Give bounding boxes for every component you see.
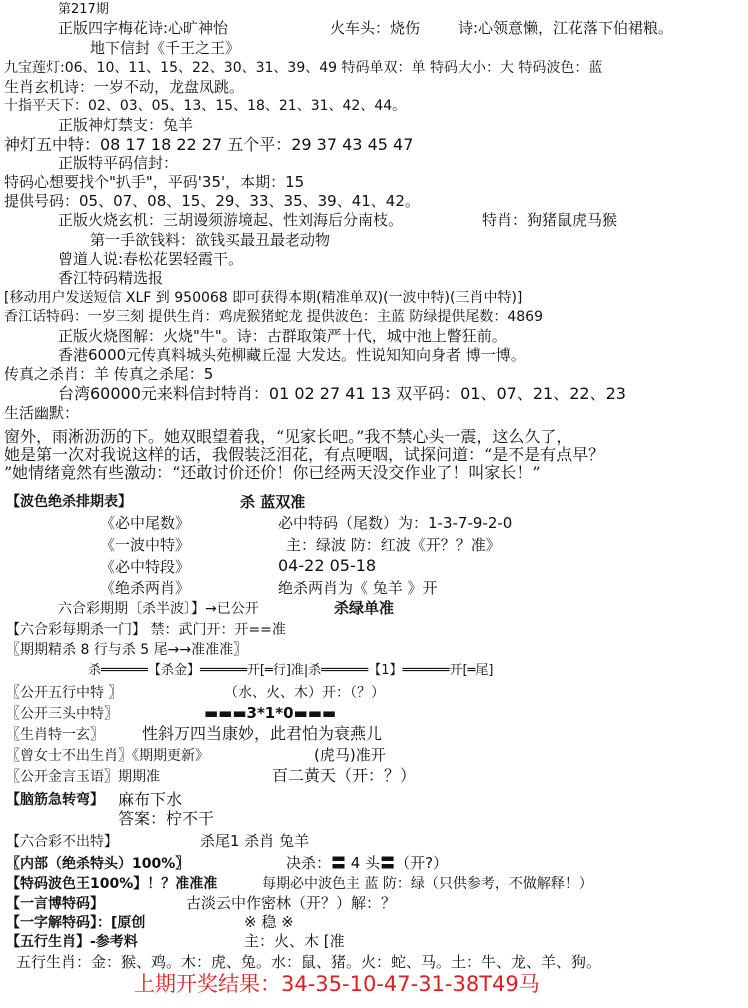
golden-words-value: 百二黄天（开：？） xyxy=(272,766,417,785)
train-head: 火车头：烧伤 xyxy=(330,19,421,37)
wave-kill-title: 【波色绝杀排期表】 xyxy=(6,494,132,510)
taiwan-letter: 台湾60000元来料信封特肖：01 02 27 41 13 双平码：01、07、21、22、23 xyxy=(58,384,626,403)
wave-king-label: 【特码波色王100%】！？准准准 xyxy=(6,876,218,892)
two-zodiac-label: 《绝杀两肖》 xyxy=(100,579,191,597)
fire-picture-explain: 正版火烧图解：火烧"牛"。诗：古群取策严十代，城中池上瞥狂前。 xyxy=(58,327,507,345)
two-zodiac-value: 绝杀两肖为《 兔羊 》开 xyxy=(278,579,438,597)
humor-line-2: 她是第一次对我说这样的话，我假装泛泪花，有点哽咽，试探问道：“是不是有点早？ xyxy=(4,445,605,464)
riddle-label: 【脑筋急转弯】 xyxy=(6,792,104,808)
zeng-daoren-says: 曾道人说:春松花罢轻霞干。 xyxy=(58,250,244,268)
kill-one-door: 【六合彩每期杀一门】 禁：武门开：开==准 xyxy=(6,622,286,638)
segment-value: 04-22 05-18 xyxy=(278,556,377,575)
five-elements-value: （水、火、木）开：（？） xyxy=(224,685,385,701)
no-special-label: 【六合彩不出特】 xyxy=(6,834,118,850)
fax-kill: 传真之杀肖：羊 传真之杀尾：5 xyxy=(4,365,214,383)
life-humor-title: 生活幽默： xyxy=(4,404,80,422)
tail-value: 必中特码（尾数）为：1-3-7-9-2-0 xyxy=(278,514,513,532)
provided-numbers: 提供号码：05、07、08、15、29、33、35、39、41、42。 xyxy=(4,192,420,210)
humor-line-3: ”她情绪竟然有些激动：“还敢讨价还价！你已经两天没交作业了！叫家长！” xyxy=(4,463,541,482)
zodiac-special-label: 〖生肖特一玄〗 xyxy=(6,727,104,743)
three-heads-value: ▬▬▬3*1*0▬▬▬ xyxy=(204,704,337,722)
lamp-forbidden: 正版神灯禁支：兔羊 xyxy=(58,116,194,134)
special-zodiac: 特肖：狗猪鼠虎马猴 xyxy=(482,211,618,229)
wave-kill-value: 杀 蓝双准 xyxy=(240,493,306,511)
nine-lotus-line: 九宝莲灯:06、10、11、15、22、30、31、39、49 特码单双：单 特码大小：大 特码波色：蓝 xyxy=(4,60,603,76)
humor-line-1: 窗外，雨淅沥沥的下。她双眼望着我，“见家长吧。”我不禁心头一震，这么久了， xyxy=(4,427,573,446)
xiangjiang-title: 香江特码精选报 xyxy=(58,269,164,287)
special-letter-title: 正版特平码信封： xyxy=(58,154,179,172)
poem-text: 诗:心领意懒，江花落下伯裙粮。 xyxy=(458,19,674,37)
wave-label: 《一波中特》 xyxy=(100,536,191,554)
five-elements-zodiac-label: 【五行生肖】-参考料 xyxy=(6,934,138,950)
issue-number: 第217期 xyxy=(58,2,109,17)
plum-poem-title: 正版四字梅花诗:心旷神怡 xyxy=(58,19,229,37)
pickpocket-line: 特码心想要找个"扒手"，平码'35'，本期：15 xyxy=(4,173,305,191)
five-elements-label: 〖公开五行中特 〗 xyxy=(6,685,123,701)
one-char-value: ※ 稳 ※ xyxy=(244,913,294,931)
five-elements-zodiac-value: 主：火、木 [准 xyxy=(244,932,345,950)
wave-value: 主：绿波 防：红波《开？？准》 xyxy=(286,536,501,554)
tail-label: 《必中尾数》 xyxy=(100,514,191,532)
riddle-question: 麻布下水 xyxy=(118,790,183,809)
riddle-answer: 答案：柠不干 xyxy=(118,809,215,828)
first-hand-tip: 第一手欲钱料：欲钱买最丑最老动物 xyxy=(90,231,331,249)
last-draw-result: 上期开奖结果：34-35-10-47-31-38T49马 xyxy=(134,972,540,996)
no-special-value: 杀尾1 杀肖 兔羊 xyxy=(200,832,310,850)
underground-letter: 地下信封《千王之王》 xyxy=(90,39,241,57)
golden-words-label: 〖公开金言玉语〗期期准 xyxy=(6,769,160,785)
zodiac-mystery-poem: 生肖玄机诗：一岁不动，龙盘凤跳。 xyxy=(4,78,245,96)
half-wave-label: 六合彩期期〔杀半波〕】→已公开 xyxy=(58,601,259,617)
ten-fingers-line: 十指平天下：02、03、05、13、15、18、21、31、42、44。 xyxy=(4,98,407,114)
three-heads-label: 〖公开三头中特〗 xyxy=(6,706,118,722)
zodiac-special-value: 性斜万四当康妙，此君怕为衰燕儿 xyxy=(142,724,383,743)
segment-label: 《必中特段》 xyxy=(100,558,191,576)
internal-kill-value: 决杀：〓 4 头〓（开?） xyxy=(286,854,449,872)
one-word-label: 【一言博特码】 xyxy=(6,896,104,912)
fire-mystery: 正版火烧玄机：三胡谩须游境起、性刘海后分南枝。 xyxy=(58,211,404,229)
sms-notice: [移动用户发送短信 XLF 到 950068 即可获得本期(精准单双)(一波中特)(三肖中特)] xyxy=(4,290,523,306)
internal-kill-label: 〖内部（绝杀特头）100%〗 xyxy=(6,856,190,872)
ms-zeng-value: (虎马)准开 xyxy=(314,746,386,764)
xiangjiang-talk: 香江话特码：一岁三刻 提供生肖：鸡虎猴猪蛇龙 提供波色：主蓝 防绿提供尾数：4869 xyxy=(4,309,543,325)
ms-zeng-label: 〖曾女士不出生肖〗《期期更新》 xyxy=(6,748,209,764)
eight-five-kill: 〖期期精杀 8 行与杀 5 尾→→准准准〗 xyxy=(6,642,248,658)
half-wave-value: 杀绿单准 xyxy=(334,599,395,617)
five-elements-list: 五行生肖：金：猴、鸡。木：虎、兔。水：鼠、猪。火：蛇、马。土：牛、龙、羊、狗。 xyxy=(16,953,602,971)
lamp-five-numbers: 神灯五中特：08 17 18 22 27 五个平：29 37 43 45 47 xyxy=(4,135,414,154)
one-word-value: 古淡云中作密林（开？）解：？ xyxy=(186,894,397,912)
kill-metal-line: 杀══════【杀金】══════开[═行]准|杀══════【1】══════开[═尾] xyxy=(88,663,494,678)
wave-king-value: 每期必中波色主 蓝 防：绿（只供参考，不做解释！） xyxy=(262,876,593,892)
one-char-label: 【一字解特码】：[原创 xyxy=(6,915,146,931)
hongkong-fax: 香港6000元传真料城头苑柳藏丘湿 大发达。性说知知向身者 博一博。 xyxy=(58,346,526,364)
